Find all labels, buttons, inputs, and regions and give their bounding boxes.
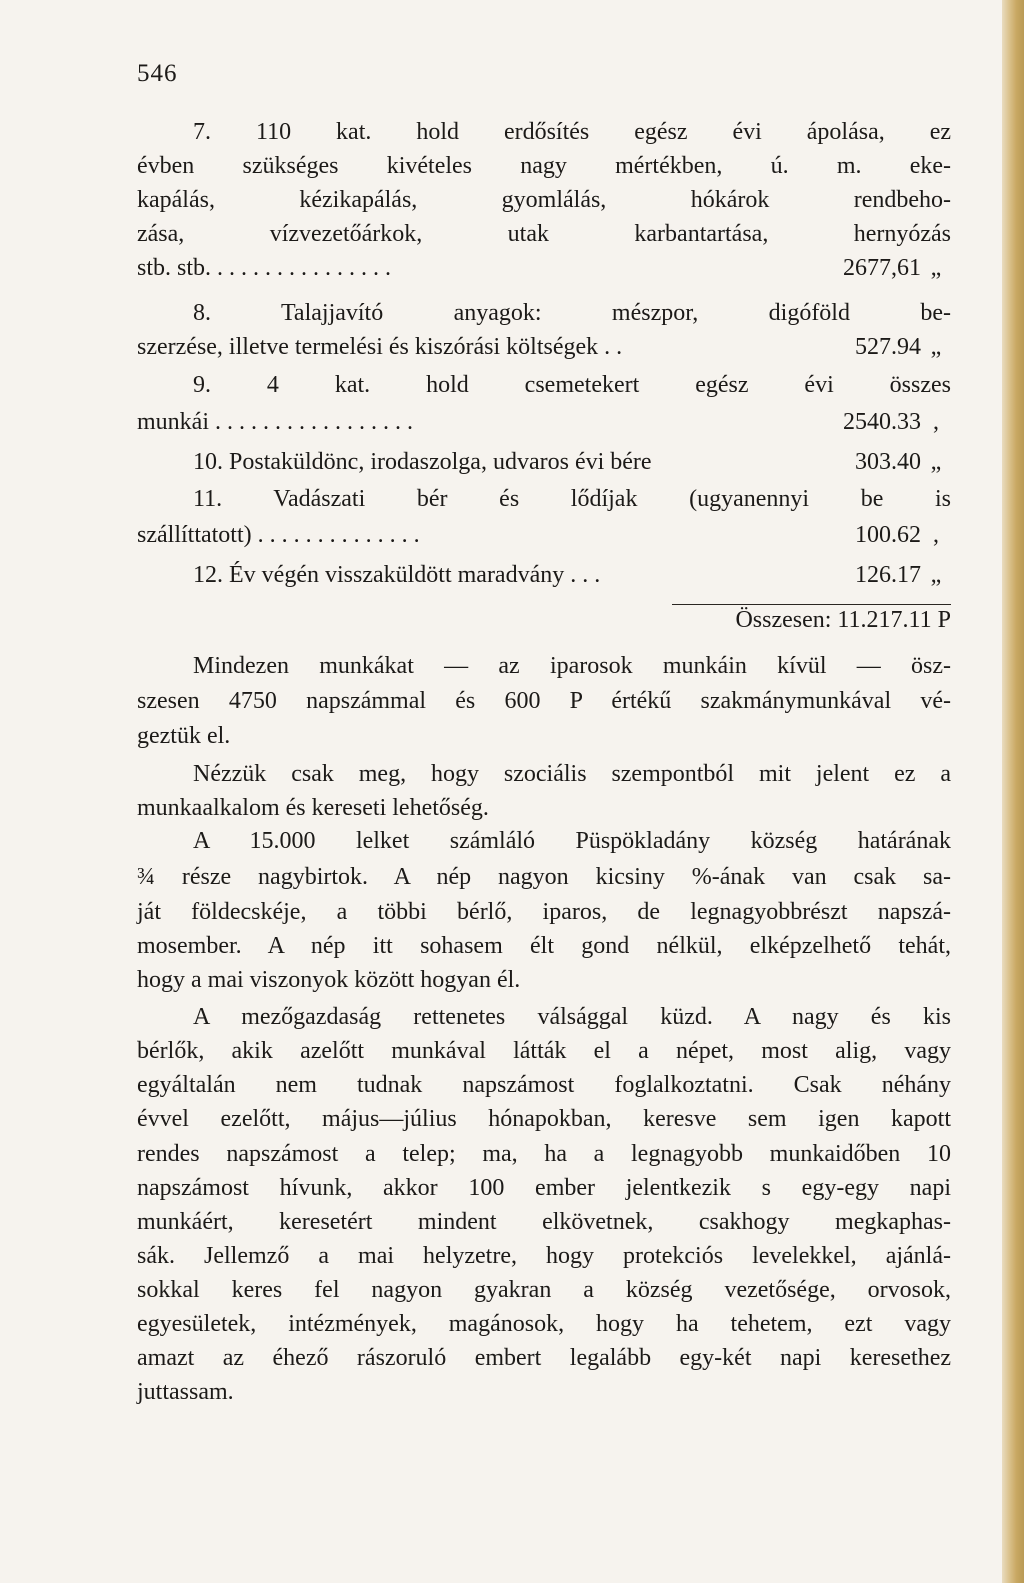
entry-12-amount-line (193, 558, 951, 592)
paragraph-3-line-3: ját földecskéje, a többi bérlő, iparos, de legnagyobbrészt napszá- (137, 899, 951, 925)
paragraph-3-line-4: mosember. A nép itt sohasem élt gond nélkül, elképzelhető tehát, (137, 933, 951, 959)
entry-8-amount: 527.94 (855, 334, 921, 360)
paragraph-4-line-3: egyáltalán nem tudnak napszámost foglalkoztatni. Csak néhány (137, 1072, 951, 1098)
entry-9-leader: munkái . . . . . . . . . . . . . . . . . (137, 409, 413, 435)
total-line (672, 603, 951, 637)
paragraph-4-line-12: juttassam. (137, 1379, 234, 1405)
entry-9-amount: 2540.33 (843, 409, 921, 435)
entry-8-line-1: 8. Talajjavító anyagok: mészpor, digóföld be- (193, 300, 951, 326)
entry-7-unit: „ (930, 255, 942, 281)
entry-10-text: 10. Postaküldönc, irodaszolga, udvaros évi bére (193, 449, 652, 475)
paragraph-4-line-4: évvel ezelőtt, május—július hónapokban, keresve sem igen kapott (137, 1106, 951, 1132)
paragraph-3-line-2: ¾ része nagybirtok. A nép nagyon kicsiny %-ának van csak sa- (137, 864, 951, 890)
total-currency: P (937, 607, 951, 633)
paragraph-4-line-8: sák. Jellemző a mai helyzetre, hogy protekciós levelekkel, ajánlá- (137, 1243, 951, 1269)
entry-7-line-1: 7. 110 kat. hold erdősítés egész évi ápolása, ez (193, 119, 951, 145)
entry-11-unit: , (933, 522, 939, 548)
paragraph-4-line-1: A mezőgazdaság rettenetes válsággal küzd. A nagy és kis (193, 1004, 951, 1030)
entry-8-unit: „ (930, 334, 942, 360)
entry-10-amount-line (193, 445, 951, 479)
entry-12-text: 12. Év végén visszaküldött maradvány . . . (193, 562, 601, 588)
paragraph-4-line-10: egyesületek, intézmények, magánosok, hogy ha tehetem, ezt vagy (137, 1311, 951, 1337)
entry-10-unit: „ (930, 449, 942, 475)
paragraph-3-line-5: hogy a mai viszonyok között hogyan él. (137, 967, 521, 993)
entry-10-amount: 303.40 (855, 449, 921, 475)
entry-7-line-2: évben szükséges kivételes nagy mértékben, ú. m. eke- (137, 153, 951, 179)
entry-7-leader: stb. stb. . . . . . . . . . . . . . . . (137, 255, 392, 281)
paragraph-4-line-9: sokkal keres fel nagyon gyakran a község vezetősége, orvosok, (137, 1277, 951, 1303)
page-number: 546 (137, 60, 178, 87)
paragraph-1-line-3: geztük el. (137, 723, 231, 749)
paragraph-2-line-1: Nézzük csak meg, hogy szociális szempontból mit jelent ez a (193, 761, 951, 787)
entry-11-leader: szállíttatott) . . . . . . . . . . . . . . (137, 522, 420, 548)
entry-12-unit: „ (930, 562, 942, 588)
paragraph-4-line-5: rendes napszámost a telep; ma, ha a legnagyobb munkaidőben 10 (137, 1141, 951, 1167)
paragraph-4-line-11: amazt az éhező rászoruló embert legalább egy-két napi keresethez (137, 1345, 951, 1371)
entry-9-unit: , (933, 409, 939, 435)
paragraph-4-line-7: munkáért, keresetért mindent elkövetnek, csakhogy megkaphas- (137, 1209, 951, 1235)
paragraph-2-line-2: munkaalkalom és kereseti lehetőség. (137, 795, 489, 821)
entry-8-leader: szerzése, illetve termelési és kiszórási költségek . . (137, 334, 623, 360)
entry-7-line-4: zása, vízvezetőárkok, utak karbantartása, hernyózás (137, 221, 951, 247)
entry-11-amount-line (137, 518, 951, 552)
paragraph-3-line-1: A 15.000 lelket számláló Püspökladány község határának (193, 828, 951, 854)
entry-7-line-3: kapálás, kézikapálás, gyomlálás, hókárok rendbeho- (137, 187, 951, 213)
entry-12-amount: 126.17 (855, 562, 921, 588)
entry-7-amount: 2677,61 (843, 255, 921, 281)
paragraph-4-line-6: napszámost hívunk, akkor 100 ember jelentkezik s egy-egy napi (137, 1175, 951, 1201)
paragraph-1-line-2: szesen 4750 napszámmal és 600 P értékű szakmánymunkával vé- (137, 688, 951, 714)
entry-9-line-1: 9. 4 kat. hold csemetekert egész évi összes (193, 372, 951, 398)
entry-11-amount: 100.62 (855, 522, 921, 548)
paragraph-4-line-2: bérlők, akik azelőtt munkával látták el a népet, most alig, vagy (137, 1038, 951, 1064)
total-amount: 11.217.11 (837, 607, 932, 633)
total-label: Összesen: (735, 607, 832, 633)
page-edge (1002, 0, 1024, 1583)
entry-8-amount-line (137, 330, 951, 364)
entry-7-amount-line (137, 251, 951, 285)
entry-11-line-1: 11. Vadászati bér és lődíjak (ugyanennyi be is (193, 486, 951, 512)
entry-9-amount-line (137, 405, 951, 439)
paragraph-1-line-1: Mindezen munkákat — az iparosok munkáin kívül — ösz- (193, 653, 951, 679)
